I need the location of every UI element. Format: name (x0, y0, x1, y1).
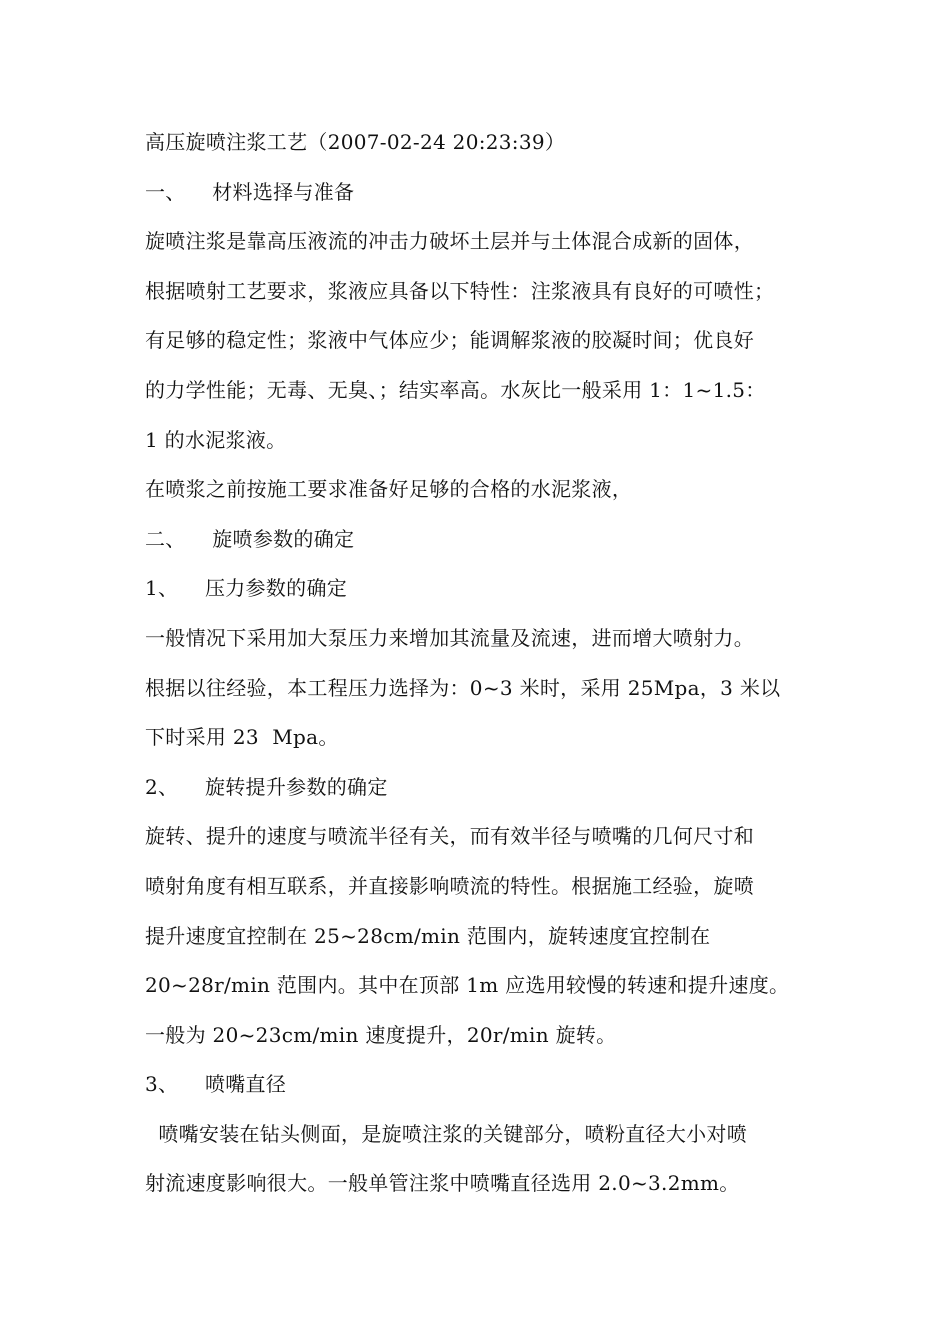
subsection-1-line-2: 根据以往经验，本工程压力选择为：0~3 米时，采用 25Mpa，3 米以 (145, 675, 781, 700)
subsection-1-line-3: 下时采用 23 Mpa。 (145, 725, 339, 750)
subsection-2-line-4: 20~28r/min 范围内。其中在顶部 1m 应选用较慢的转速和提升速度。 (145, 973, 790, 998)
section-1-paragraph-1-line-3: 有足够的稳定性；浆液中气体应少；能调解浆液的胶凝时间；优良好 (145, 328, 754, 353)
document-body (145, 118, 815, 1209)
section-2-heading: 二、 旋喷参数的确定 (145, 526, 355, 551)
subsection-2-line-2: 喷射角度有相互联系，并直接影响喷流的特性。根据施工经验，旋喷 (145, 873, 754, 898)
document-title: 高压旋喷注浆工艺（2007-02-24 20:23:39） (145, 130, 566, 154)
subsection-2-line-5: 一般为 20~23cm/min 速度提升，20r/min 旋转。 (145, 1022, 617, 1047)
subsection-2-heading: 2、 旋转提升参数的确定 (145, 774, 388, 799)
subsection-2-line-3: 提升速度宜控制在 25~28cm/min 范围内，旋转速度宜控制在 (145, 923, 711, 948)
section-1-paragraph-2: 在喷浆之前按施工要求准备好足够的合格的水泥浆液， (145, 477, 633, 502)
section-1-paragraph-1-line-2: 根据喷射工艺要求，浆液应具备以下特性：注浆液具有良好的可喷性； (145, 278, 775, 303)
subsection-1-heading: 1、 压力参数的确定 (145, 576, 348, 601)
subsection-3-line-1: 喷嘴安装在钻头侧面，是旋喷注浆的关键部分，喷粉直径大小对喷 (145, 1121, 748, 1146)
section-1-paragraph-1-line-5: 1 的水泥浆液。 (145, 427, 287, 452)
section-1-paragraph-1-line-1: 旋喷注浆是靠高压液流的冲击力破坏土层并与土体混合成新的固体， (145, 229, 754, 254)
subsection-2-line-1: 旋转、提升的速度与喷流半径有关，而有效半径与喷嘴的几何尺寸和 (145, 824, 754, 849)
section-1-paragraph-1-line-4: 的力学性能；无毒、无臭、；结实率高。水灰比一般采用 1：1~1.5： (145, 377, 766, 402)
subsection-3-heading: 3、 喷嘴直径 (145, 1072, 287, 1097)
subsection-1-line-1: 一般情况下采用加大泵压力来增加其流量及流速，进而增大喷射力。 (145, 625, 754, 650)
subsection-3-line-2: 射流速度影响很大。一般单管注浆中喷嘴直径选用 2.0~3.2mm。 (145, 1171, 740, 1196)
section-1-heading: 一、 材料选择与准备 (145, 179, 355, 204)
